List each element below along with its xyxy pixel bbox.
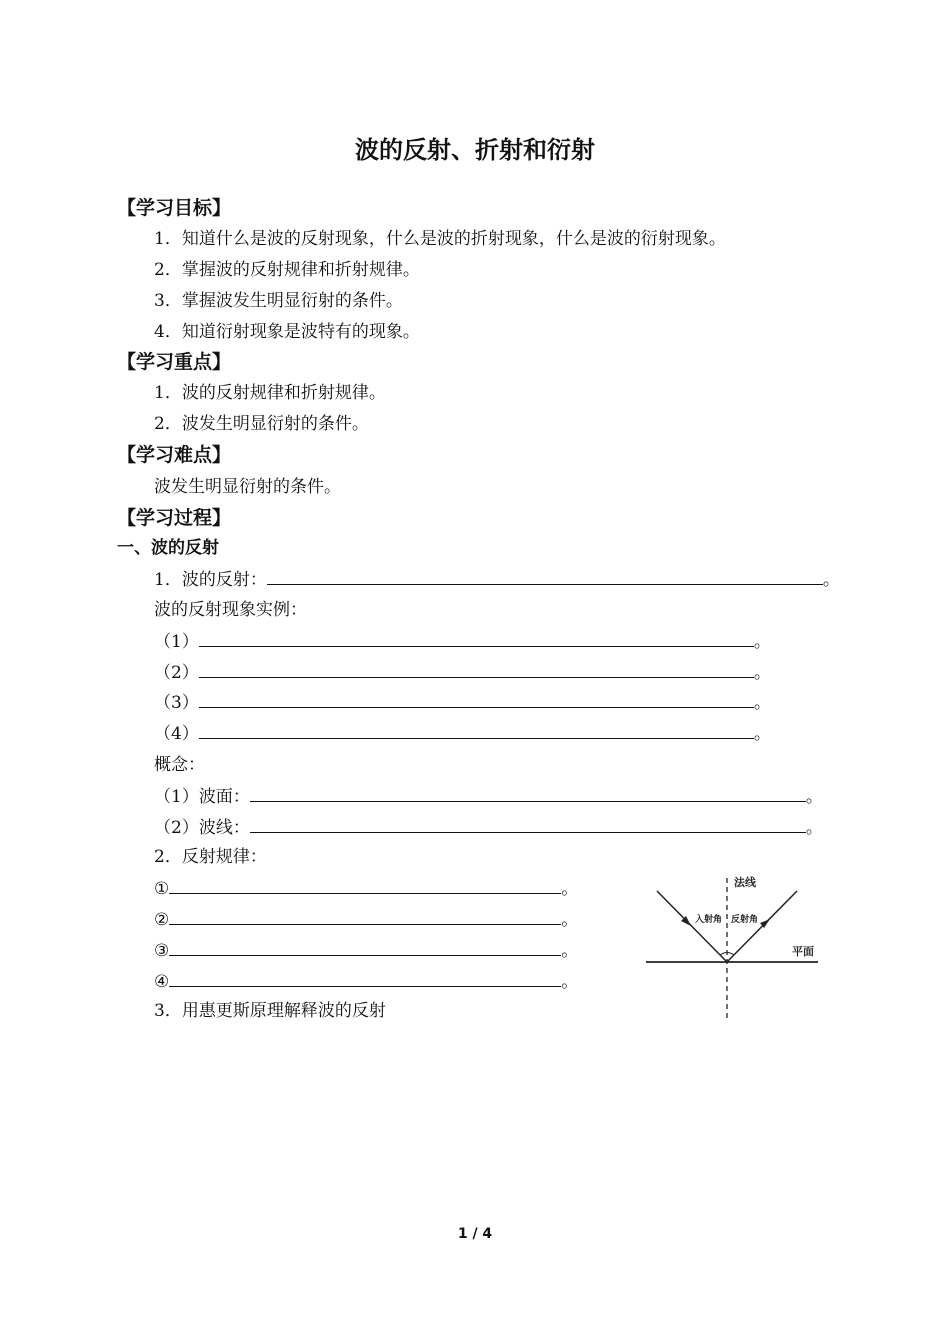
period-mark: 。 [561,879,579,899]
answer-blank[interactable] [250,815,806,833]
objective-item: 2．掌握波的反射规律和折射规律。 [154,260,420,280]
reflection-law-label: 2．反射规律： [154,847,267,867]
period-mark: 。 [561,972,579,992]
rule-number: ① [154,879,170,899]
reflected-ray [727,891,797,962]
answer-blank[interactable] [250,784,806,802]
example-number: （4） [154,724,199,744]
normal-label: 法线 [734,876,756,889]
answer-blank[interactable] [169,969,561,987]
concept-label: 概念： [154,755,205,775]
key-point-item: 2．波发生明显衍射的条件。 [154,414,369,434]
concept-line [154,784,823,809]
objectives-heading: 【学习目标】 [117,197,232,219]
period-mark: 。 [753,632,771,652]
example-line [154,629,771,654]
difficulty-text: 波发生明显衍射的条件。 [154,477,341,497]
rule-line [154,938,578,963]
example-number: （1） [154,632,199,652]
rule-number: ② [154,910,170,930]
period-mark: 。 [561,910,579,930]
examples-label: 波的反射现象实例： [154,600,307,620]
key-points-heading: 【学习重点】 [117,351,232,373]
rule-line [154,907,578,932]
example-number: （2） [154,663,199,683]
period-mark: 。 [753,693,771,713]
period-mark: 。 [561,941,579,961]
answer-blank[interactable] [169,938,561,956]
answer-blank[interactable] [199,660,754,678]
page-number: 1 / 4 [457,1226,493,1242]
reflection-angle-label: 反射角 [731,915,759,925]
answer-blank[interactable] [199,629,754,647]
example-number: （3） [154,693,199,713]
period-mark: 。 [753,724,771,744]
huygens-question: 3．用惠更斯原理解释波的反射 [154,1001,386,1021]
concept-line [154,815,823,840]
key-point-item: 1．波的反射规律和折射规律。 [154,383,386,403]
answer-blank[interactable] [199,690,754,708]
example-line [154,721,771,746]
period-mark: 。 [822,570,840,590]
period-mark: 。 [805,787,823,807]
objective-item: 3．掌握波发生明显衍射的条件。 [154,291,403,311]
difficulties-heading: 【学习难点】 [117,444,232,466]
answer-blank[interactable] [267,567,823,585]
concept-term: （2）波线： [154,818,250,838]
example-line [154,690,771,715]
plane-label: 平面 [792,945,814,958]
page-title: 波的反射、折射和衍射 [355,136,595,164]
example-line [154,660,771,685]
incident-ray [657,891,727,962]
objective-item: 1．知道什么是波的反射现象，什么是波的折射现象，什么是波的衍射现象。 [154,229,726,249]
period-mark: 。 [753,663,771,683]
objective-item: 4．知道衍射现象是波特有的现象。 [154,322,420,342]
rule-number: ③ [154,941,170,961]
process-heading: 【学习过程】 [117,507,232,529]
answer-blank[interactable] [169,876,561,894]
reflection-definition-line [154,567,840,592]
question-label: 1．波的反射： [154,570,267,590]
reflection-diagram [640,868,830,1020]
rule-number: ④ [154,972,170,992]
answer-blank[interactable] [169,907,561,925]
section-reflection-title: 一、波的反射 [117,538,219,558]
rule-line [154,969,578,994]
concept-term: （1）波面： [154,787,250,807]
answer-blank[interactable] [199,721,754,739]
rule-line [154,876,578,901]
incident-angle-label: 入射角 [695,915,723,925]
period-mark: 。 [805,818,823,838]
